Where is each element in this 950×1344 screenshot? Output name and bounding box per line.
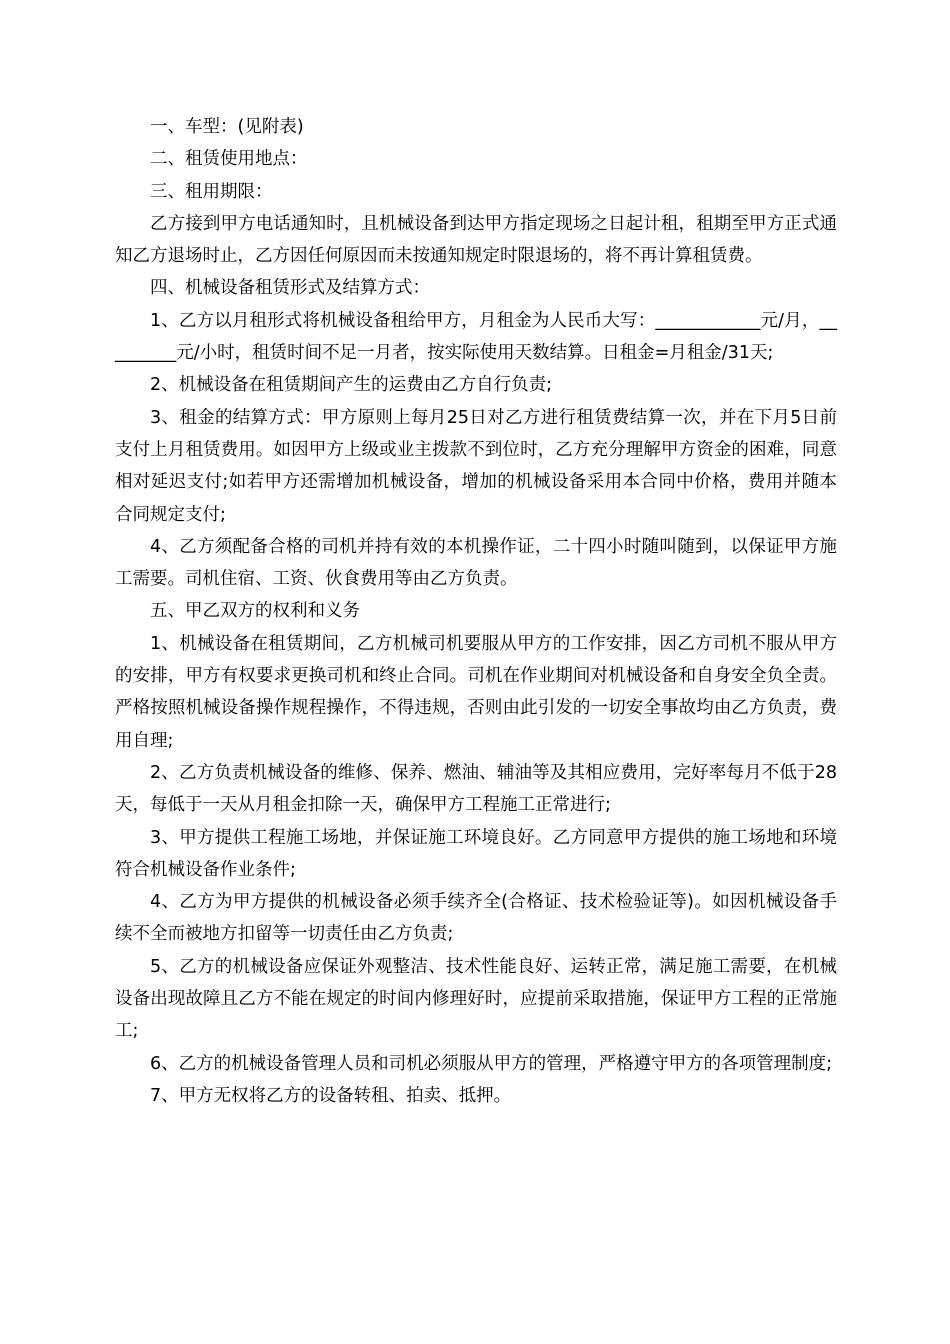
clause-5-6: 6、乙方的机械设备管理人员和司机必须服从甲方的管理，严格遵守甲方的各项管理制度; — [150, 1053, 833, 1074]
clause-5-3: 3、甲方提供工程施工场地，并保证施工环境良好。乙方同意甲方提供的施工场地和环境符合机械设备作业条件; — [115, 827, 837, 880]
clause-5-4: 4、乙方为甲方提供的机械设备必须手续齐全(合格证、技术检验证等)。如因机械设备手续不全而被地方扣留等一切责任由乙方负责; — [115, 892, 837, 945]
section-vehicle-type: 一、车型：(见附表) — [150, 117, 304, 137]
clause-4-3-settlement: 3、租金的结算方式：甲方原则上每月25日对乙方进行租赁费结算一次，并在下月5日前支付上月租赁费用。如因甲方上级或业主拨款不到位时，乙方充分理解甲方资金的困难，同意相对延迟支付;如若甲方还需增加机械设备，增加的机械设备采用本合同中价格，费用并随本合同规定支付; — [115, 407, 837, 525]
clause-5-7: 7、甲方无权将乙方的设备转租、拍卖、抵押。 — [150, 1085, 512, 1106]
clause-4-2-freight: 2、机械设备在租赁期间产生的运费由乙方自行负责; — [150, 375, 553, 396]
rental-period-clause: 乙方接到甲方电话通知时，且机械设备到达甲方指定现场之日起计租，租期至甲方正式通知乙方退场时止，乙方因任何原因而未按通知规定时限退场的，将不再计算租赁费。 — [115, 213, 837, 267]
clause-4-4-driver: 4、乙方须配备合格的司机并持有效的本机操作证，二十四小时随叫随到，以保证甲方施工需要。司机住宿、工资、伙食费用等由乙方负责。 — [115, 536, 837, 590]
section-rights-obligations: 五、甲乙双方的权利和义务 — [150, 601, 360, 622]
section-rental-period: 三、租用期限： — [150, 181, 273, 202]
section-rental-form-settlement: 四、机械设备租赁形式及结算方式： — [150, 278, 430, 299]
section-rental-location: 二、租赁使用地点： — [150, 149, 308, 170]
clause-5-2: 2、乙方负责机械设备的维修、保养、燃油、辅油等及其相应费用，完好率每月不低于28天，每低于一天从月租金扣除一天，确保甲方工程施工正常进行; — [115, 762, 837, 816]
clause-5-1: 1、机械设备在租赁期间，乙方机械司机要服从甲方的工作安排，因乙方司机不服从甲方的安排，甲方有权要求更换司机和终止合同。司机在作业期间对机械设备和自身安全负全责。严格按照机械设备操作规程操作，不得违规，否则由此引发的一切安全事故均由乙方负责，费用自理; — [115, 633, 837, 751]
document-body — [115, 111, 837, 1112]
clause-4-1-monthly-rent: 1、乙方以月租形式将机械设备租给甲方，月租金为人民币大写：____________元/月，_________元/小时，租赁时间不足一月者，按实际使用天数结算。日租金=月租金/31天; — [115, 310, 837, 364]
clause-5-5: 5、乙方的机械设备应保证外观整洁、技术性能良好、运转正常，满足施工需要，在机械设备出现故障且乙方不能在规定的时间内修理好时，应提前采取措施，保证甲方工程的正常施工; — [115, 956, 837, 1042]
